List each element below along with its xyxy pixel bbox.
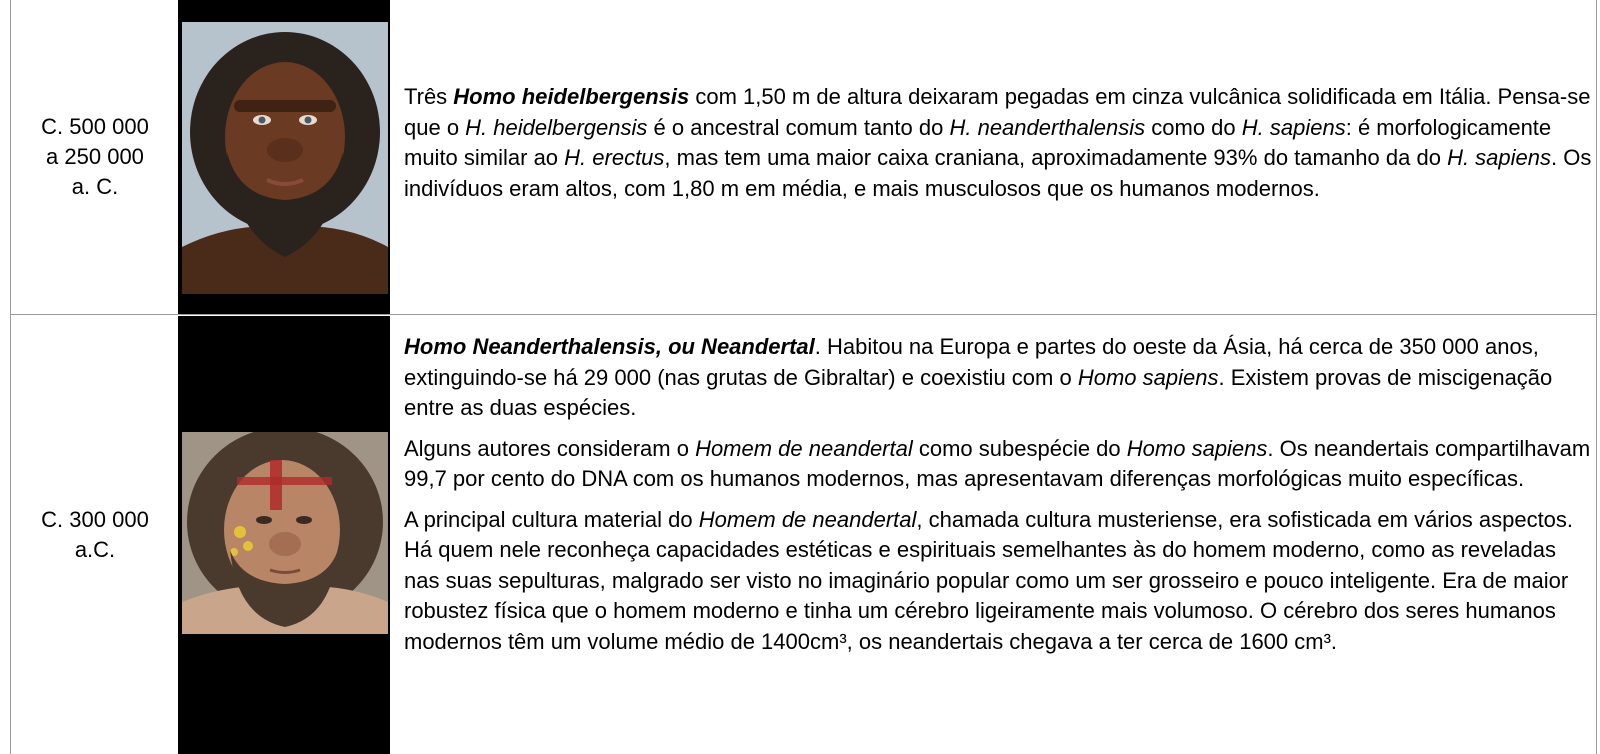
italic-text: H. neanderthalensis: [949, 114, 1146, 140]
paragraph: [404, 332, 1594, 424]
bold-italic-text: [404, 334, 815, 359]
description-text: [404, 82, 1594, 214]
plain-text: . Habitou na Europa e partes do oeste da Ásia, há cerca de 350 000 anos, extinguindo-se há 29 000 (nas grutas de Gibraltar) e coexistiu com o: [404, 334, 1539, 390]
date-text: [41, 112, 149, 202]
paragraph: [404, 82, 1594, 204]
italic-text: H. heidelbergensis: [465, 114, 648, 140]
date-line: a.C.: [74, 537, 116, 562]
date-cell: [12, 316, 178, 754]
emphasis-text: Homo heidelbergensis: [453, 84, 690, 109]
italic-text: Homo sapiens: [1126, 435, 1268, 461]
plain-text: , chamada cultura musteriense, era sofisticada em vários aspectos. Há quem nele reconheça capacidades estéticas e espirituais semelhantes às do homem moderno, como as reveladas nas suas sepulturas, malgrado ser visto no imaginário popular como um ser grosseiro e pouco inteligente. Era de maior robustez física que o homem moderno e tinha um cérebro ligeiramente mais volumoso. O cérebro dos seres humanos modernos têm um volume médio de 1400cm³, os neandertais chegava a ter cerca de 1600 cm³.: [404, 506, 1574, 654]
paragraph: [404, 434, 1594, 495]
italic-text: H. erectus: [564, 145, 665, 170]
bold-italic-text: [453, 84, 689, 109]
plain-text: A principal cultura material do: [404, 506, 699, 532]
plain-text: . Existem provas de miscigenação entre as duas espécies.: [404, 364, 1553, 420]
plain-text: é o ancestral comum tanto do: [647, 114, 950, 140]
table-border-left: [10, 0, 11, 754]
italic-text: Homem de neandertal: [695, 435, 913, 461]
paragraph: [404, 505, 1594, 658]
image-cell: [178, 316, 390, 754]
date-text: [41, 505, 149, 565]
date-line: a. C.: [71, 174, 119, 199]
table-row: [12, 316, 1596, 754]
image-cell: [178, 0, 390, 314]
plain-text: . Os indivíduos eram altos, com 1,80 m em média, e mais musculosos que os humanos modernos.: [404, 145, 1592, 201]
plain-text: como subespécie do: [912, 435, 1127, 461]
date-cell: [12, 0, 178, 314]
plain-text: : é morfologicamente muito similar ao: [404, 114, 1552, 170]
hominid-portrait-icon: [182, 22, 388, 294]
description-text: [404, 332, 1594, 667]
emphasis-text: Homo Neanderthalensis, ou Neandertal: [404, 334, 815, 359]
italic-text: H. sapiens: [1241, 114, 1346, 140]
plain-text: , mas tem uma maior caixa craniana, aproximadamente 93% do tamanho da do: [664, 145, 1448, 170]
table-border-right: [1596, 0, 1597, 754]
date-line: C. 500 000: [41, 114, 149, 139]
plain-text: com 1,50 m de altura deixaram pegadas em cinza vulcânica solidificada em Itália. Pensa-se que o: [404, 84, 1591, 140]
plain-text: Três: [404, 84, 454, 109]
italic-text: Homem de neandertal: [698, 506, 917, 532]
table-row: [12, 0, 1596, 314]
plain-text: Alguns autores consideram o: [404, 435, 696, 461]
date-line: C. 300 000: [41, 507, 149, 532]
italic-text: H. sapiens: [1447, 145, 1552, 170]
row-divider: [10, 314, 1597, 315]
plain-text: . Os neandertais compartilhavam 99,7 por cento do DNA com os humanos modernos, mas apresentavam diferenças morfológicas muito específicas.: [404, 435, 1591, 491]
plain-text: como do: [1145, 114, 1242, 140]
italic-text: Homo sapiens: [1077, 364, 1219, 390]
date-line: a 250 000: [46, 144, 144, 169]
neanderthal-portrait-icon: [182, 432, 388, 634]
